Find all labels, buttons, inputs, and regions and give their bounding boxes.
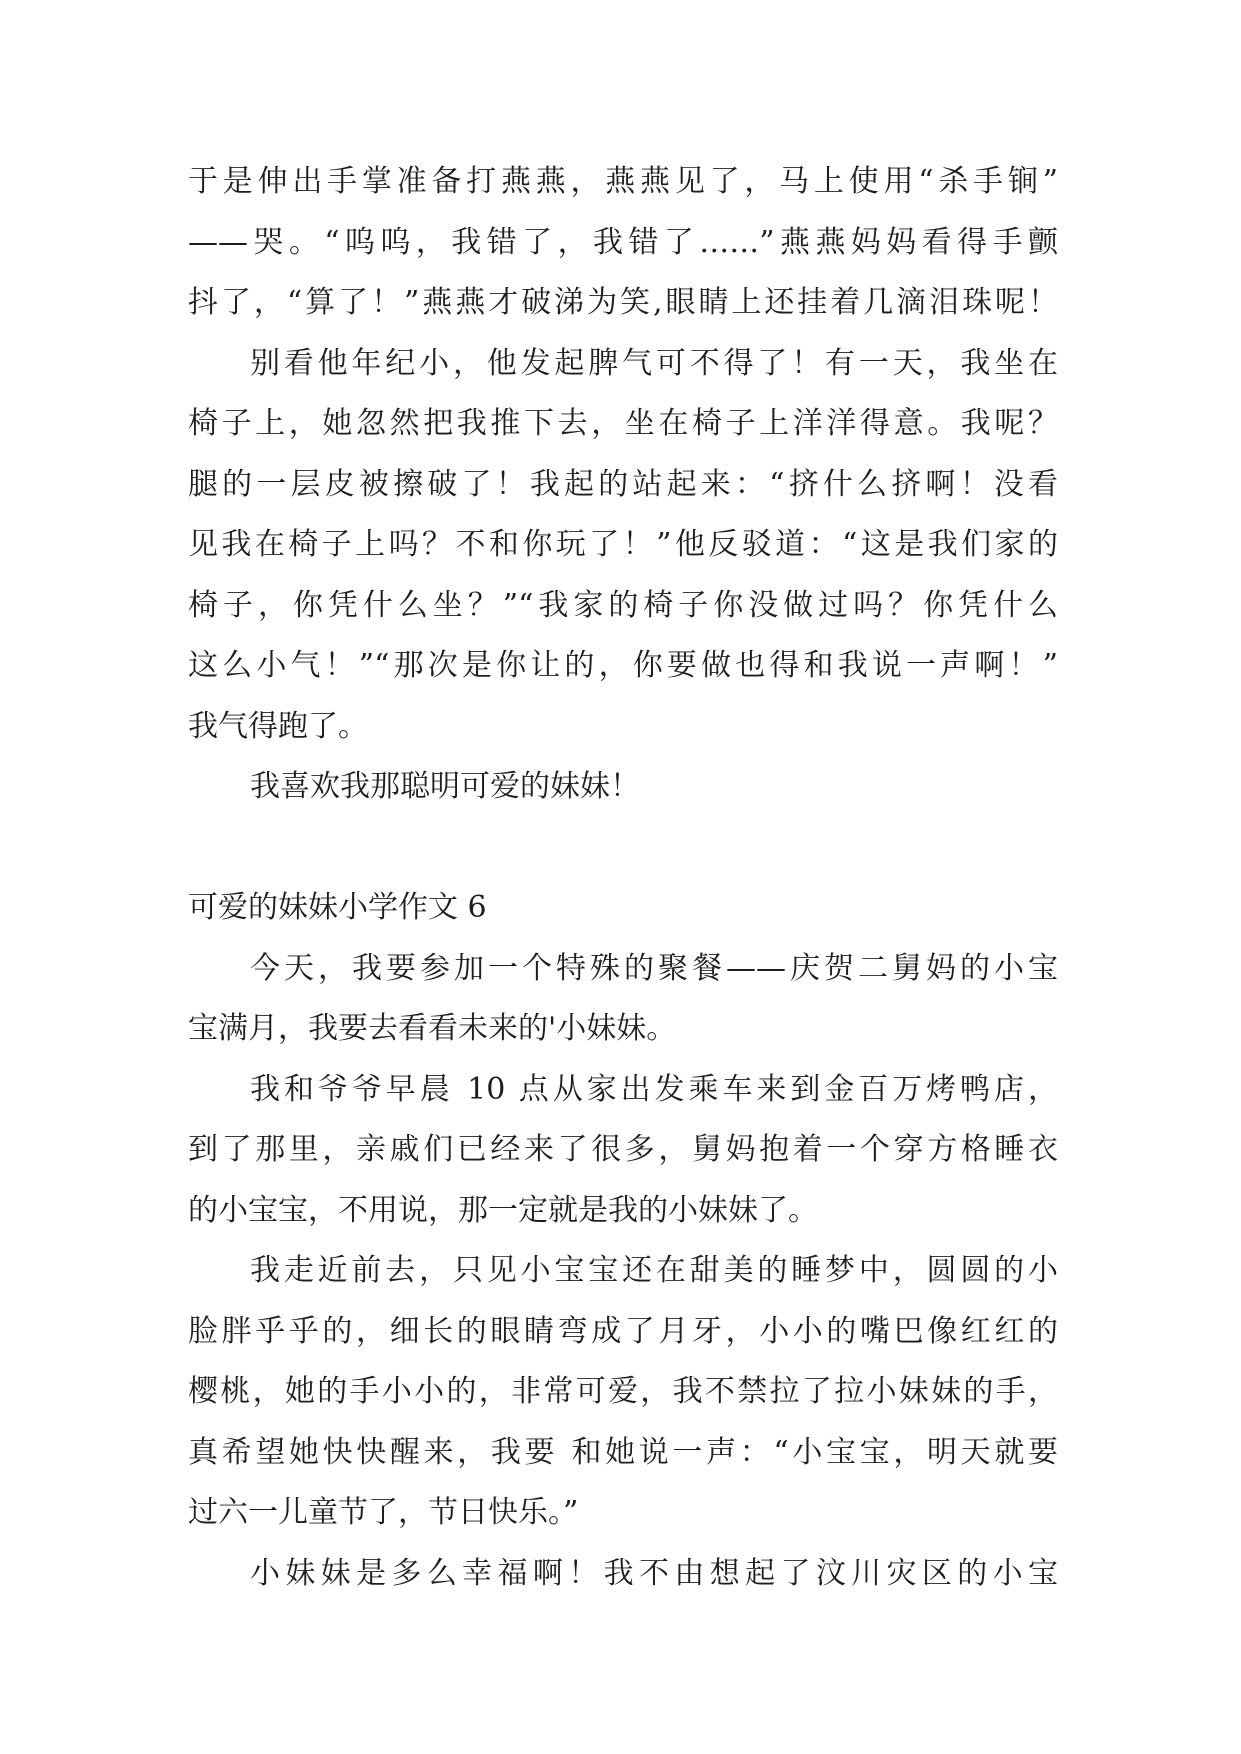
text-line: 到了那里，亲戚们已经来了很多，舅妈抱着一个穿方格睡衣: [188, 1132, 1058, 1167]
text-line: 椅子上，她忽然把我推下去，坐在椅子上洋洋得意。我呢？: [188, 406, 1058, 441]
text-line: 见我在椅子上吗？不和你玩了！”他反驳道：“这是我们家的: [188, 527, 1058, 562]
text-line: 抖了，“算了！”燕燕才破涕为笑,眼睛上还挂着几滴泪珠呢！: [188, 285, 1058, 320]
text-line: 樱桃，她的手小小的，非常可爱，我不禁拉了拉小妹妹的手，: [188, 1374, 1058, 1409]
text-line: 的小宝宝，不用说，那一定就是我的小妹妹了。: [188, 1192, 818, 1228]
text-line: 于是伸出手掌准备打燕燕，燕燕见了，马上使用“杀手锏”: [188, 164, 1058, 199]
section-paragraph-1: [188, 939, 1058, 1060]
section-title: 可爱的妹妹小学作文 6: [188, 890, 487, 925]
text-line: 椅子，你凭什么坐？”“我家的椅子你没做过吗？你凭什么: [188, 587, 1058, 623]
paragraph-1: [188, 152, 1058, 334]
text-line: 腿的一层皮被擦破了！我起的站起来：“挤什么挤啊！没看: [188, 466, 1058, 502]
text-line: 我喜欢我那聪明可爱的妹妹！: [250, 769, 640, 804]
paragraph-2: [188, 334, 1058, 758]
text-line: 我和爷爷早晨 10 点从家出发乘车来到金百万烤鸭店，: [250, 1071, 1058, 1107]
section-paragraph-4: [188, 1544, 1058, 1605]
text-line: 过六一儿童节了，节日快乐。”: [188, 1495, 579, 1530]
text-line: 这么小气！”“那次是你让的，你要做也得和我说一声啊！”: [188, 648, 1058, 683]
text-line: 我走近前去，只见小宝宝还在甜美的睡梦中，圆圆的小: [250, 1253, 1058, 1288]
text-line: 小妹妹是多么幸福啊！我不由想起了汶川灾区的小宝: [250, 1555, 1058, 1591]
section-paragraph-2: [188, 1060, 1058, 1242]
blank-line: [188, 818, 1058, 879]
text-line: 我气得跑了。: [188, 708, 368, 744]
paragraph-3: [188, 757, 1058, 818]
text-line: 今天，我要参加一个特殊的聚餐——庆贺二舅妈的小宝: [250, 950, 1058, 986]
text-line: 别看他年纪小，他发起脾气可不得了！有一天，我坐在: [250, 345, 1058, 381]
text-line: 宝满月，我要去看看未来的'小妹妹。: [188, 1011, 677, 1046]
text-line: 脸胖乎乎的，细长的眼睛弯成了月牙，小小的嘴巴像红红的: [188, 1313, 1058, 1349]
section-paragraph-3: [188, 1241, 1058, 1544]
text-line: ——哭。“呜呜，我错了，我错了……”燕燕妈妈看得手颤: [188, 224, 1058, 260]
text-line: 真希望她快快醒来，我要 和她说一声：“小宝宝，明天就要: [188, 1434, 1058, 1470]
document-body: [188, 152, 1058, 1604]
